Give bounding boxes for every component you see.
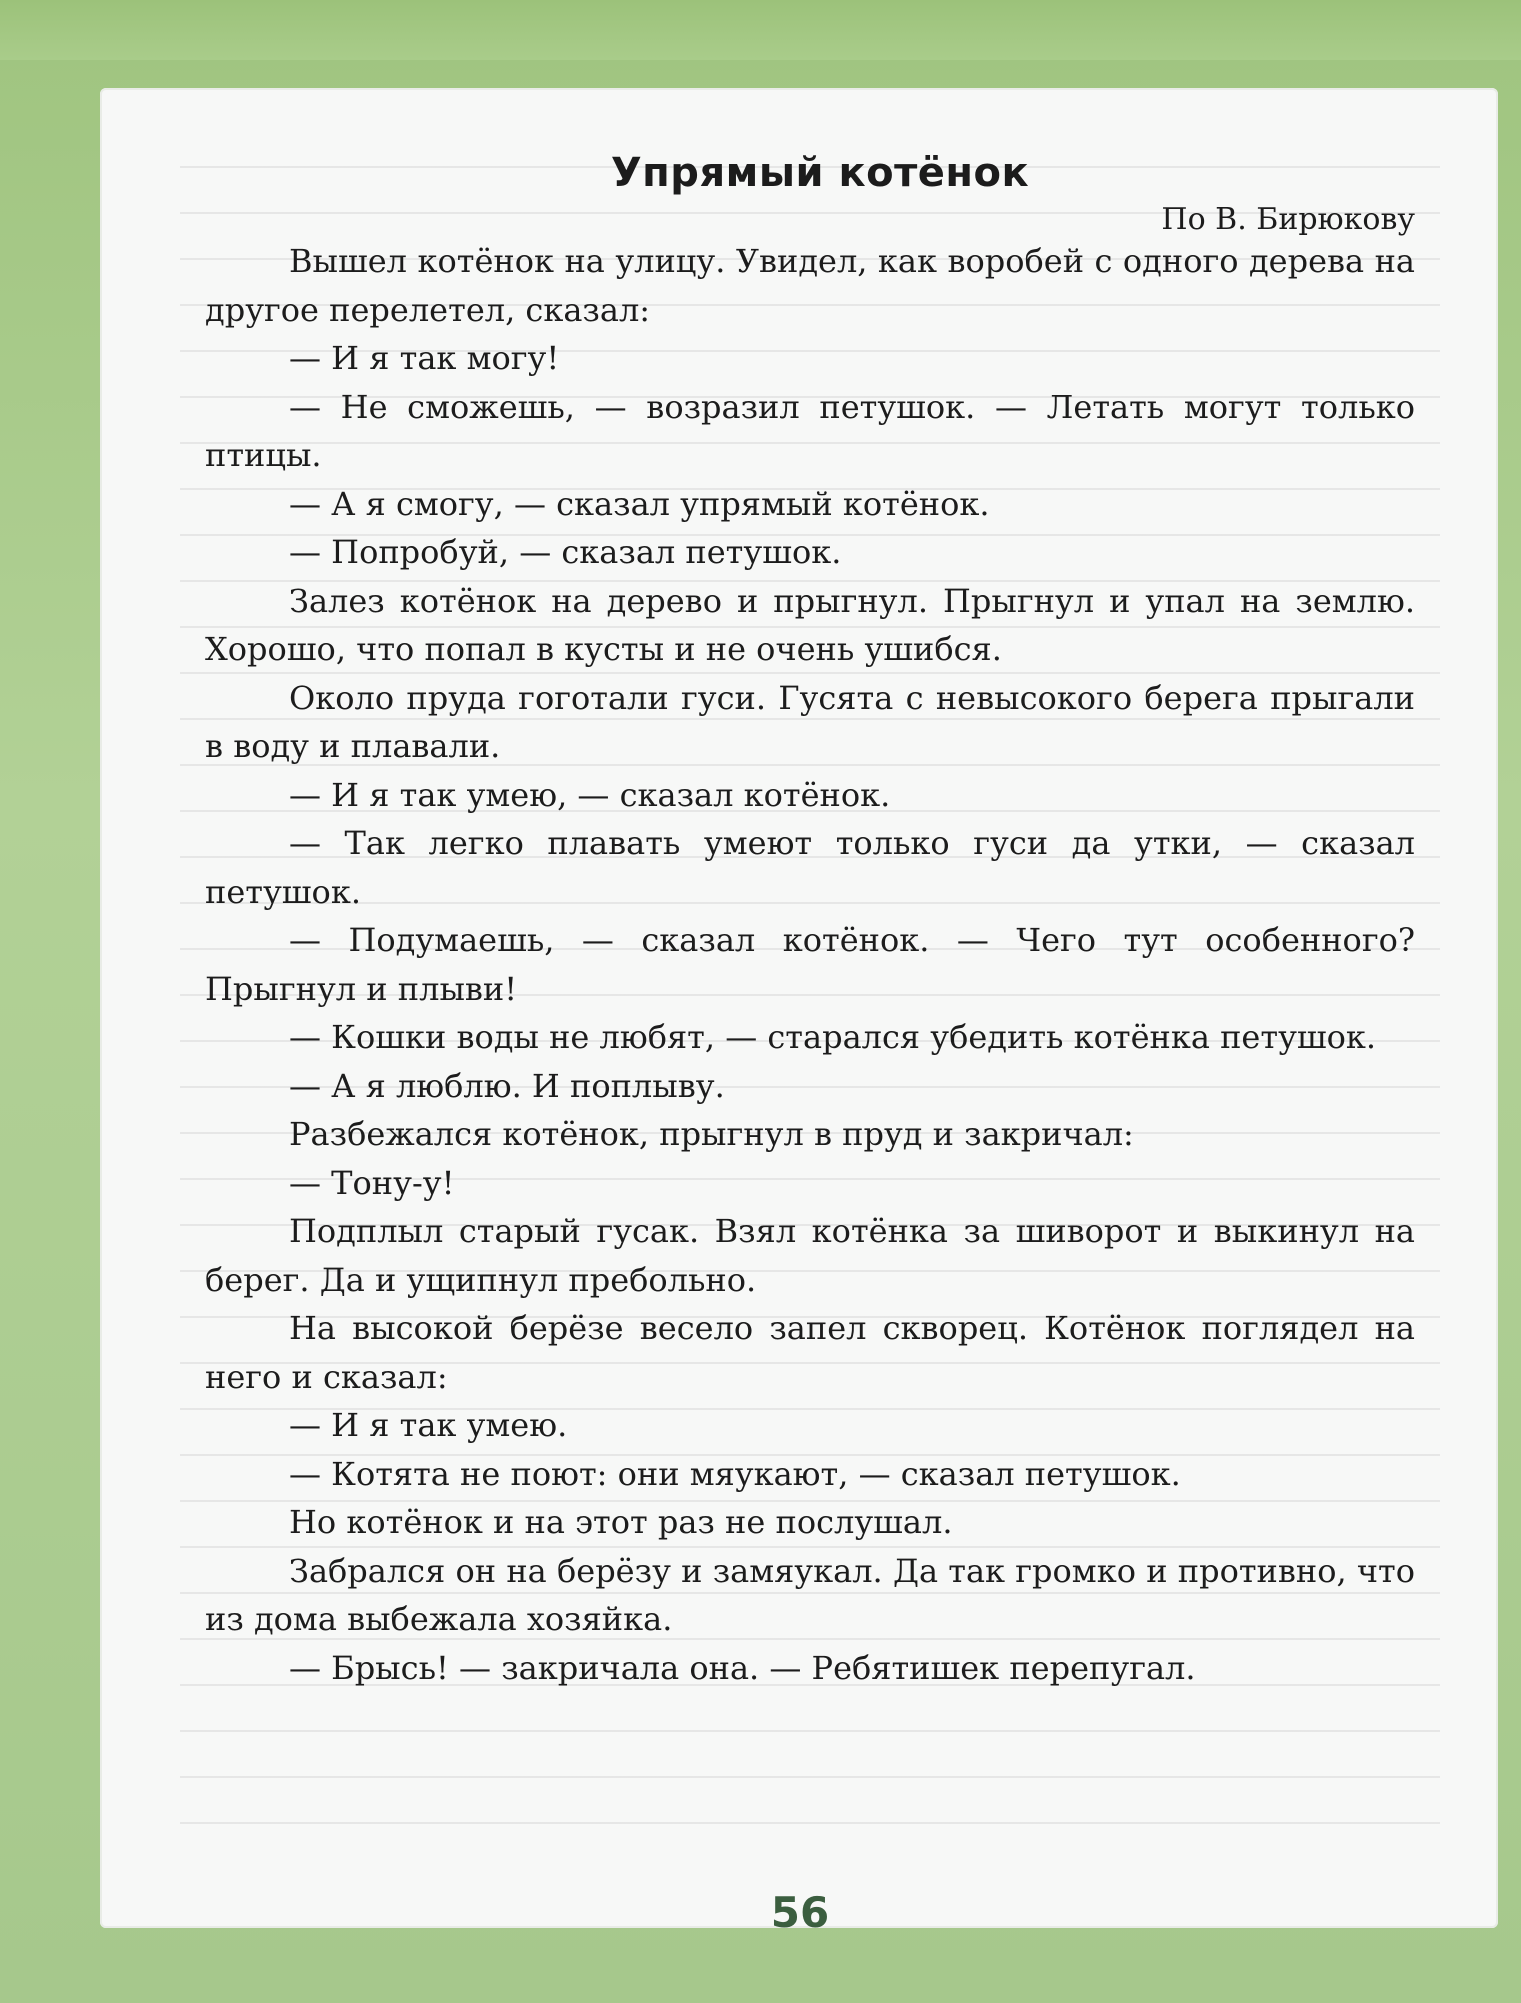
- paragraph: Забрался он на берёзу и замяукал. Да так громко и противно, что из дома выбежала хозяйка.: [205, 1551, 1415, 1638]
- paragraph: — Так легко плавать умеют только гуси да утки, — сказал петушок.: [205, 824, 1415, 911]
- paragraph: Вышел котёнок на улицу. Увидел, как воробей с одного дерева на другое перелетел, сказал:: [205, 242, 1415, 329]
- story-content: [205, 150, 1415, 1692]
- paragraph: — И я так могу!: [289, 339, 560, 377]
- paragraph: На высокой берёзе весело запел скворец. Котёнок поглядел на него и сказал:: [205, 1309, 1415, 1396]
- paragraph: — Котята не поют: они мяукают, — сказал петушок.: [289, 1454, 1181, 1493]
- story-author: По В. Бирюкову: [1161, 202, 1415, 237]
- paragraph: — Попробуй, — сказал петушок.: [289, 533, 842, 571]
- paragraph: Но котёнок и на этот раз не послушал.: [289, 1503, 953, 1541]
- paragraph: Подплыл старый гусак. Взял котёнка за шиворот и выкинул на берег. Да и ущипнул пребольно.: [205, 1212, 1415, 1299]
- story-title: Упрямый котёнок: [610, 150, 1030, 196]
- paragraph: — Тону-у!: [289, 1163, 455, 1202]
- paragraph: — Кошки воды не любят, — старался убедить котёнка петушок.: [289, 1018, 1377, 1056]
- paragraph: Залез котёнок на дерево и прыгнул. Прыгнул и упал на землю. Хорошо, что попал в кусты и не очень ушибся.: [205, 581, 1415, 668]
- paragraph: — Брысь! — закричала она. — Ребятишек перепугал.: [289, 1648, 1196, 1687]
- paragraph: — А я люблю. И поплыву.: [289, 1066, 725, 1105]
- top-green-strip: [0, 0, 1521, 60]
- story-text: [205, 237, 1415, 1692]
- paragraph: Разбежался котёнок, прыгнул в пруд и закричал:: [289, 1115, 1134, 1153]
- paragraph: — А я смогу, — сказал упрямый котёнок.: [289, 484, 990, 523]
- paragraph: — Не сможешь, — возразил петушок. — Летать могут только птицы.: [205, 387, 1415, 474]
- paragraph: — И я так умею.: [289, 1406, 568, 1444]
- page-number: 56: [770, 1888, 830, 1937]
- paragraph: Около пруда гоготали гуси. Гусята с невысокого берега прыгали в воду и плавали.: [205, 678, 1415, 765]
- paragraph: — Подумаешь, — сказал котёнок. — Чего тут особенного? Прыгнул и плыви!: [205, 921, 1415, 1008]
- paragraph: — И я так умею, — сказал котёнок.: [289, 775, 891, 814]
